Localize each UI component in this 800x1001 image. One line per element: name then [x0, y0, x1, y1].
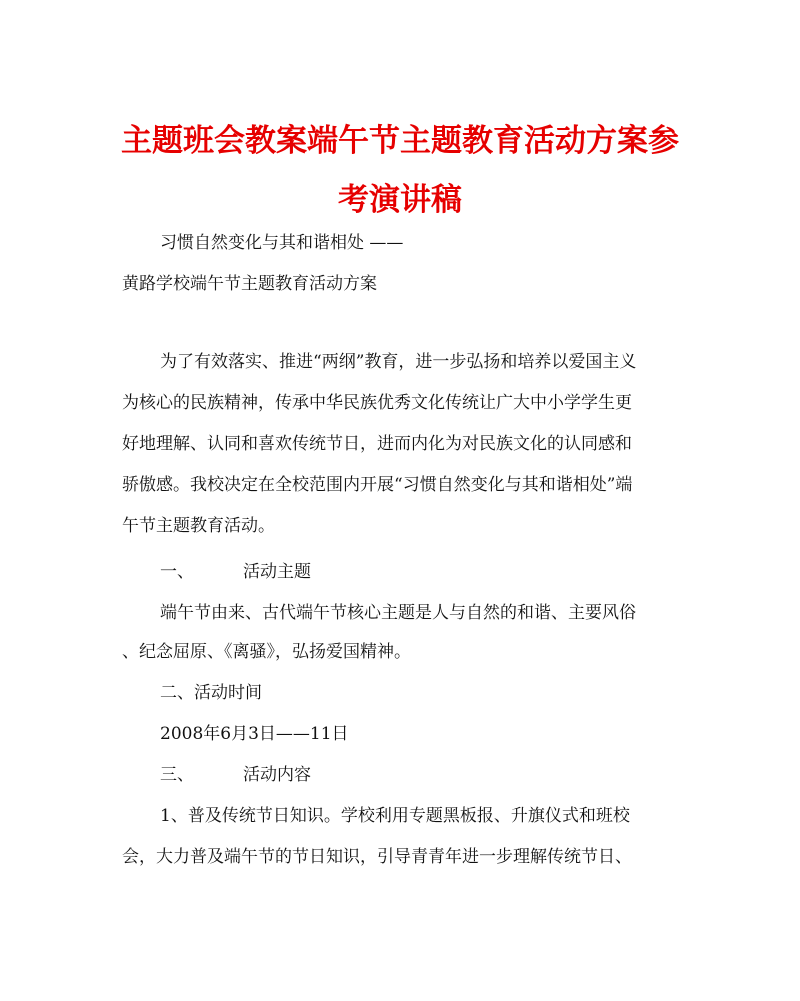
intro-line-5: 午节主题教育活动。 [122, 516, 275, 536]
section-1-heading [160, 560, 720, 584]
intro-line-3: 好地理解、认同和喜欢传统节日，进而内化为对民族文化的认同感和 [122, 434, 632, 454]
section-1-title: 活动主题 [243, 562, 311, 582]
section-1-body-line-2: 、纪念屈原、《离骚》，弘扬爱国精神。 [122, 642, 411, 662]
section-2-body: 2008年6月3日——11日 [160, 724, 349, 744]
document-title-line-2: 考演讲稿 [338, 182, 462, 218]
section-3-body-line-1: 1、普及传统节日知识。学校利用专题黑板报、升旗仪式和班校 [160, 806, 630, 826]
intro-line-1: 为了有效落实、推进“两纲”教育，进一步弘扬和培养以爱国主义 [160, 352, 637, 372]
subtitle-line-1: 习惯自然变化与其和谐相处 —— [160, 233, 404, 253]
section-1-number: 一、 [160, 562, 194, 582]
intro-line-4: 骄傲感。我校决定在全校范围内开展“习惯自然变化与其和谐相处”端 [122, 475, 633, 495]
intro-line-2: 为核心的民族精神，传承中华民族优秀文化传统让广大中小学学生更 [122, 393, 632, 413]
document-title-line-1: 主题班会教案端午节主题教育活动方案参 [121, 123, 679, 159]
section-1-body-line-1: 端午节由来、古代端午节核心主题是人与自然的和谐、主要风俗 [160, 603, 636, 623]
section-3-title: 活动内容 [243, 765, 311, 785]
section-3-number: 三、 [160, 765, 194, 785]
section-3-body-line-2: 会，大力普及端午节的节日知识，引导青青年进一步理解传统节日、 [122, 847, 632, 867]
section-3-heading [160, 763, 720, 787]
section-2-heading: 二、活动时间 [160, 683, 262, 703]
subtitle-line-2: 黄路学校端午节主题教育活动方案 [122, 274, 377, 294]
